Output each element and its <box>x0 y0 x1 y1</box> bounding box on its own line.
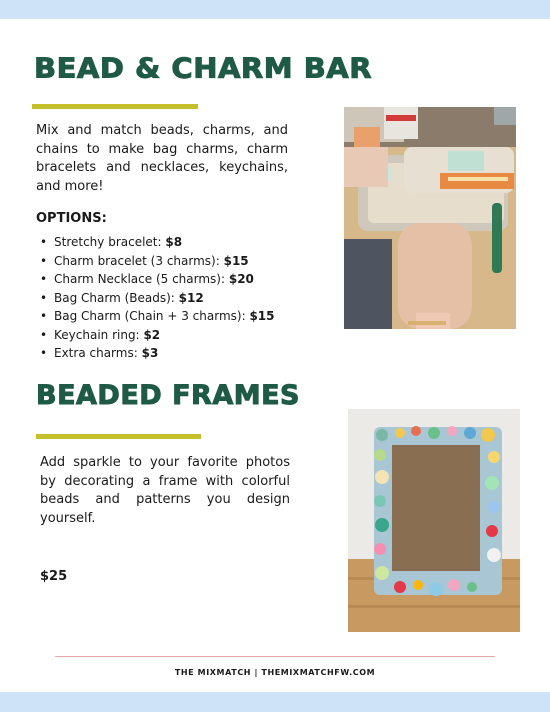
option-price: $2 <box>143 327 161 342</box>
beaded-frames-description: Add sparkle to your favorite photos by decorating a frame with colorful beads and patterns you design yourself. <box>40 455 290 526</box>
option-item <box>38 233 275 252</box>
option-price: $8 <box>165 235 183 249</box>
option-item <box>38 307 275 326</box>
option-item <box>38 270 275 289</box>
bead-bar-photo-illustration <box>344 107 516 329</box>
option-price: $3 <box>141 346 159 360</box>
beaded-frame-photo <box>348 409 520 632</box>
option-item <box>38 289 275 308</box>
option-item <box>38 344 275 363</box>
bottom-band <box>0 692 550 712</box>
section-title-bead-charm-bar: BEAD & CHARM BAR <box>34 52 373 85</box>
option-name: Extra charms: <box>54 346 138 360</box>
option-name: Charm bracelet (3 charms): <box>54 253 220 268</box>
bead-bar-photo <box>344 107 516 329</box>
option-price: $15 <box>249 309 275 323</box>
option-price: $12 <box>178 290 204 305</box>
top-band <box>0 0 550 19</box>
title-underline <box>32 104 198 109</box>
options-list <box>38 233 275 363</box>
options-heading: OPTIONS: <box>36 211 107 226</box>
section-title-beaded-frames: BEADED FRAMES <box>36 380 300 411</box>
option-item <box>38 252 275 271</box>
beaded-frames-price: $25 <box>40 569 68 584</box>
option-name: Bag Charm (Chain + 3 charms): <box>54 309 246 323</box>
option-price: $20 <box>228 272 254 286</box>
option-name: Charm Necklace (5 charms): <box>54 272 226 286</box>
bead-bar-description: Mix and match beads, charms, and chains to make bag charms, charm bracelets and necklaces, keychains, and more! <box>36 123 288 194</box>
option-name: Bag Charm (Beads): <box>54 290 175 305</box>
option-item <box>38 326 275 345</box>
beaded-frame-photo-illustration <box>348 409 520 632</box>
footer-divider <box>55 656 495 657</box>
title-underline <box>36 434 201 439</box>
option-name: Keychain ring: <box>54 327 140 342</box>
option-name: Stretchy bracelet: <box>54 235 162 249</box>
option-price: $15 <box>223 253 249 268</box>
footer-text: THE MIXMATCH | THEMIXMATCHFW.COM <box>174 668 376 677</box>
